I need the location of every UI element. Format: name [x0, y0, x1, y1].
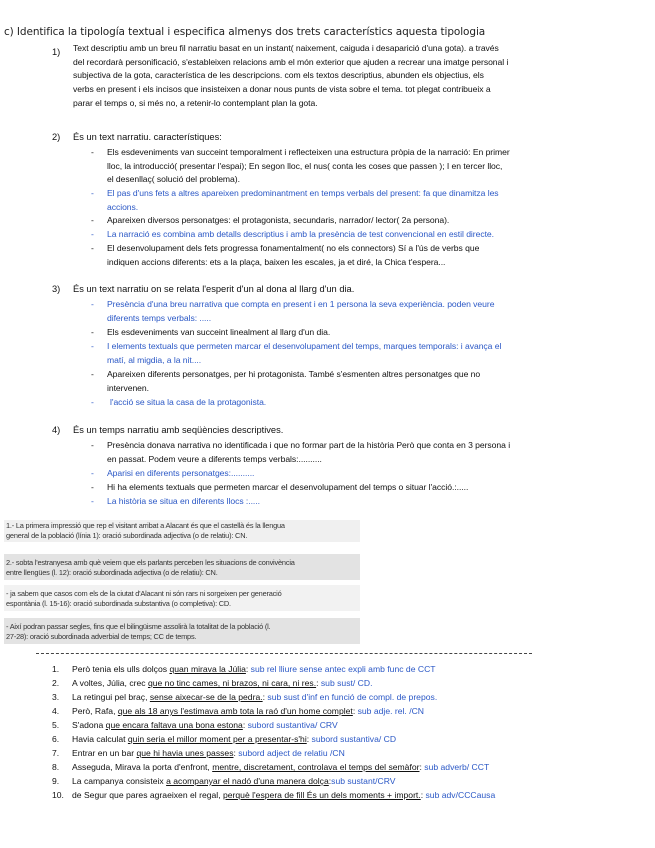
list-answer: sub sust d'inf en funció de compl. de prepos. [267, 692, 438, 702]
bullet-line: Aparisi en diferents personatges:.......... [107, 468, 255, 478]
section-3-bullet-1 [107, 298, 627, 325]
section-1-line: Text descriptiu amb un breu fil narratiu basat en un instant( naixement, caiguda i desaparició d'una gota). a través [73, 43, 499, 53]
list-answer: sub adje. rel. /CN [357, 706, 425, 716]
list-underlined-clause: que no tinc cames, ni brazos, ni cara, ni res. [147, 678, 317, 688]
bullet-line: El pas d'uns fets a altres apareixen predominantment en temps verbals del present: fa que dinamitza les [107, 188, 499, 198]
list-underlined-clause: mentre, discretament, controlava el temps del semàfor [212, 762, 420, 772]
list-number: 2. [52, 678, 60, 688]
bullet-dash: - [91, 369, 94, 379]
list-underlined-clause: a acompanyar el nadó d'una manera dolça [166, 776, 329, 786]
list-item [52, 677, 372, 691]
section-3-bullet-4 [107, 368, 627, 395]
section-4-bullet-3 [107, 481, 627, 495]
list-number: 8. [52, 762, 60, 772]
bullet-line: matí, al migdia, a la nit.... [107, 354, 202, 365]
page-title: c) Identifica la tipología textual i especifica almenys dos trets característics aquesta tipologia [4, 26, 486, 38]
bullet-dash: - [91, 341, 94, 351]
bullet-dash: - [91, 482, 94, 492]
bullet-line: indiquen accions diferents: ets a la plaça, baixen les escales, ja et diré, la Chica t'espera... [107, 256, 446, 267]
section-3-number: 3) [52, 284, 61, 294]
bullet-line: lloc, la introducció( presentar l'espai); En segon lloc, el nus( conta les coses que passen ); I en tercer lloc, [107, 160, 503, 171]
section-3-heading: És un text narratiu on se relata l'esperit d'un al dona al llarg d'un dia. [73, 284, 355, 294]
bullet-dash: - [91, 496, 94, 506]
list-number: 10. [52, 790, 64, 800]
list-answer: sub rel lliure sense antec expli amb func de CCT [250, 664, 436, 674]
list-separator: : [306, 734, 312, 744]
bullet-line: el desenllaç( solució del problema). [107, 174, 240, 185]
list-underlined-clause: que als 18 anys l'estimava amb tota la raó d'un home complet [117, 706, 353, 716]
section-3-bullet-3 [107, 340, 627, 367]
list-separator: : [420, 790, 426, 800]
list-sentence: Havia calculat [72, 734, 128, 744]
section-1-line: del recordarà personificació, s'estableixen relacions amb el món exterior que ajuden a recrear una imatge personal i [73, 56, 509, 67]
bullet-line: Els esdeveniments van succeint temporalment i reflecteixen una estructura pròpia de la narració: En primer [107, 147, 510, 157]
list-sentence: A voltes, Júlia, crec [72, 678, 148, 688]
scan-item-2 [6, 558, 295, 578]
bullet-dash: - [91, 440, 94, 450]
bullet-line: Apareixen diversos personatges: el protagonista, secundaris, narrador/ lector( 2a persona). [107, 215, 450, 225]
list-sentence: Asseguda, Mirava la porta d'enfront, [72, 762, 213, 772]
bullet-line: Presència d'una breu narrativa que compta en present i en 1 persona la seva experiència. poden veure [107, 299, 495, 309]
list-number: 6. [52, 734, 60, 744]
list-item [52, 719, 338, 733]
list-answer: subord sustantiva/ CRV [247, 720, 338, 730]
scan-line: - Així podran passar segles, fins que el bilingüisme assolirà la totalitat de la població (l. [6, 622, 271, 631]
list-number: 4. [52, 706, 60, 716]
bullet-dash: - [91, 243, 94, 253]
bullet-dash: - [91, 147, 94, 157]
list-sentence: Però, Rafa, [72, 706, 118, 716]
list-separator: : [352, 706, 358, 716]
bullet-dash: - [91, 397, 94, 407]
bullet-line: diferents temps verbals: ..... [107, 312, 212, 323]
scan-line: 2.- sobta l'estranyesa amb què veiem que els parlants perceben les situacions de convivència [6, 558, 295, 567]
scan-item-3 [6, 589, 282, 609]
scan-line: - ja sabem que casos com els de la ciutat d'Alacant ni són rars ni sorgeixen per generació [6, 589, 282, 598]
bullet-dash: - [91, 188, 94, 198]
section-1-line: verbs en present i els incisos que insisteixen a donar nous punts de vista sobre el tema. tot plegat contribueix a [73, 84, 491, 95]
section-2-bullet-3 [107, 214, 627, 228]
list-answer: sub sust/ CD. [320, 678, 373, 688]
list-sentence: Però tenia els ulls dolços [72, 664, 170, 674]
section-4-number: 4) [52, 425, 61, 435]
scan-line: 27-28): oració subordinada adverbial de temps; CC de temps. [6, 632, 197, 641]
list-item [52, 761, 489, 775]
bullet-line: La narració es combina amb detalls descriptius i amb la presència de test convencional en estil directe. [107, 229, 494, 239]
list-item [52, 663, 436, 677]
list-separator: : [242, 720, 248, 730]
scan-line: 1.- La primera impressió que rep el visitant arribat a Alacant és que el castellà és la llengua [6, 521, 285, 530]
section-1-line: parar el temps o, si més no, a retenir-lo contemplant plan la gota. [73, 97, 318, 108]
list-underlined-clause: quan mirava la Júlia [169, 664, 246, 674]
section-3-bullet-5 [110, 396, 630, 410]
list-sentence: La retingui pel braç, [72, 692, 150, 702]
section-2-bullet-5 [107, 242, 627, 269]
scan-item-4 [6, 622, 270, 642]
bullet-dash: - [91, 299, 94, 309]
section-2-bullet-4 [107, 228, 627, 242]
list-separator: : [262, 692, 268, 702]
list-answer: subord sustantiva/ CD [311, 734, 397, 744]
bullet-line: en passat. Podem veure a diferents temps verbals:.......... [107, 453, 322, 464]
list-sentence: S'adona [72, 720, 106, 730]
section-3-bullet-2 [107, 326, 627, 340]
bullet-dash: - [91, 215, 94, 225]
section-4-bullet-4 [107, 495, 627, 509]
divider [36, 653, 532, 654]
bullet-dash: - [91, 468, 94, 478]
list-answer: subord adject de relatiu /CN [238, 748, 345, 758]
bullet-line: Apareixen diferents personatges, per hi protagonista. També s'esmenten altres personatges que no [107, 369, 481, 379]
list-number: 1. [52, 664, 60, 674]
bullet-line: intervenen. [107, 382, 149, 393]
section-4-bullet-1 [107, 439, 627, 466]
bullet-line: accions. [107, 201, 139, 212]
bullet-dash: - [91, 327, 94, 337]
list-underlined-clause: que hi havia unes passes [136, 748, 234, 758]
list-item [52, 789, 495, 803]
list-separator: : [419, 762, 425, 772]
bullet-line: I elements textuals que permeten marcar el desenvolupament del temps, marques temporals: i avança el [107, 341, 502, 351]
section-4-bullet-2 [107, 467, 627, 481]
section-2-bullet-2 [107, 187, 627, 214]
list-answer: sub sustant/CRV [331, 776, 396, 786]
bullet-line: La història se situa en diferents llocs :..... [107, 496, 260, 506]
list-item [52, 691, 437, 705]
list-separator: : [316, 678, 321, 688]
list-underlined-clause: que encara faltava una bona estona [105, 720, 243, 730]
list-underlined-clause: sense aixecar-se de la pedra. [149, 692, 263, 702]
list-sentence: de Segur que pares agraeixen el regal, [72, 790, 223, 800]
list-sentence: La campanya consisteix [72, 776, 167, 786]
list-item [52, 733, 396, 747]
section-4-heading: És un temps narratiu amb seqüències descriptives. [73, 425, 284, 435]
section-2-bullet-1 [107, 146, 627, 187]
list-item [52, 705, 424, 719]
section-2-number: 2) [52, 132, 61, 142]
section-2-heading: És un text narratiu. característiques: [73, 132, 222, 142]
list-answer: sub adverb/ CCT [424, 762, 490, 772]
list-number: 7. [52, 748, 60, 758]
list-underlined-clause: quin seria el millor moment per a presentar-s'hi [127, 734, 307, 744]
scan-line: espontània (l. 15-16): oració subordinada substantiva (o completiva): CD. [6, 599, 231, 608]
list-number: 3. [52, 692, 60, 702]
bullet-line: Presència donava narrativa no identificada i que no formar part de la història Però que conta en 3 persona i [107, 440, 511, 450]
bullet-dash: - [91, 229, 94, 239]
list-number: 9. [52, 776, 60, 786]
list-separator: : [245, 664, 251, 674]
scan-line: general de la població (línia 1): oració subordinada adjectiva (o de relatiu): CN. [6, 531, 248, 540]
list-number: 5. [52, 720, 60, 730]
list-item [52, 775, 395, 789]
scan-item-1 [6, 521, 285, 541]
list-answer: sub adv/CCCausa [425, 790, 496, 800]
section-1-line: subjectiva de la gota, característica de les descripcions. com els textos descriptius, abunden els objectius, els [73, 70, 484, 81]
list-separator: : [328, 776, 332, 786]
bullet-line: Hi ha elements textuals que permeten marcar el desenvolupament del temps o situar l'acció.:..... [107, 482, 469, 492]
section-1-number: 1) [52, 47, 61, 57]
list-separator: : [233, 748, 239, 758]
list-sentence: Entrar en un bar [72, 748, 137, 758]
bullet-line: El desenvolupament dels fets progressa fonamentalment( no els connectors) Sí a l'ús de verbs que [107, 243, 480, 253]
scan-line: entre llengües (l. 12): oració subordinada adjectiva (o de relatiu): CN. [6, 568, 218, 577]
list-item [52, 747, 345, 761]
bullet-line: Els esdeveniments van succeint linealment al llarg d'un dia. [107, 327, 331, 337]
list-underlined-clause: perquè l'espera de fill És un dels moments + import. [222, 790, 421, 800]
section-1-text [73, 42, 643, 111]
bullet-line: l'acció se situa la casa de la protagonista. [110, 397, 267, 407]
